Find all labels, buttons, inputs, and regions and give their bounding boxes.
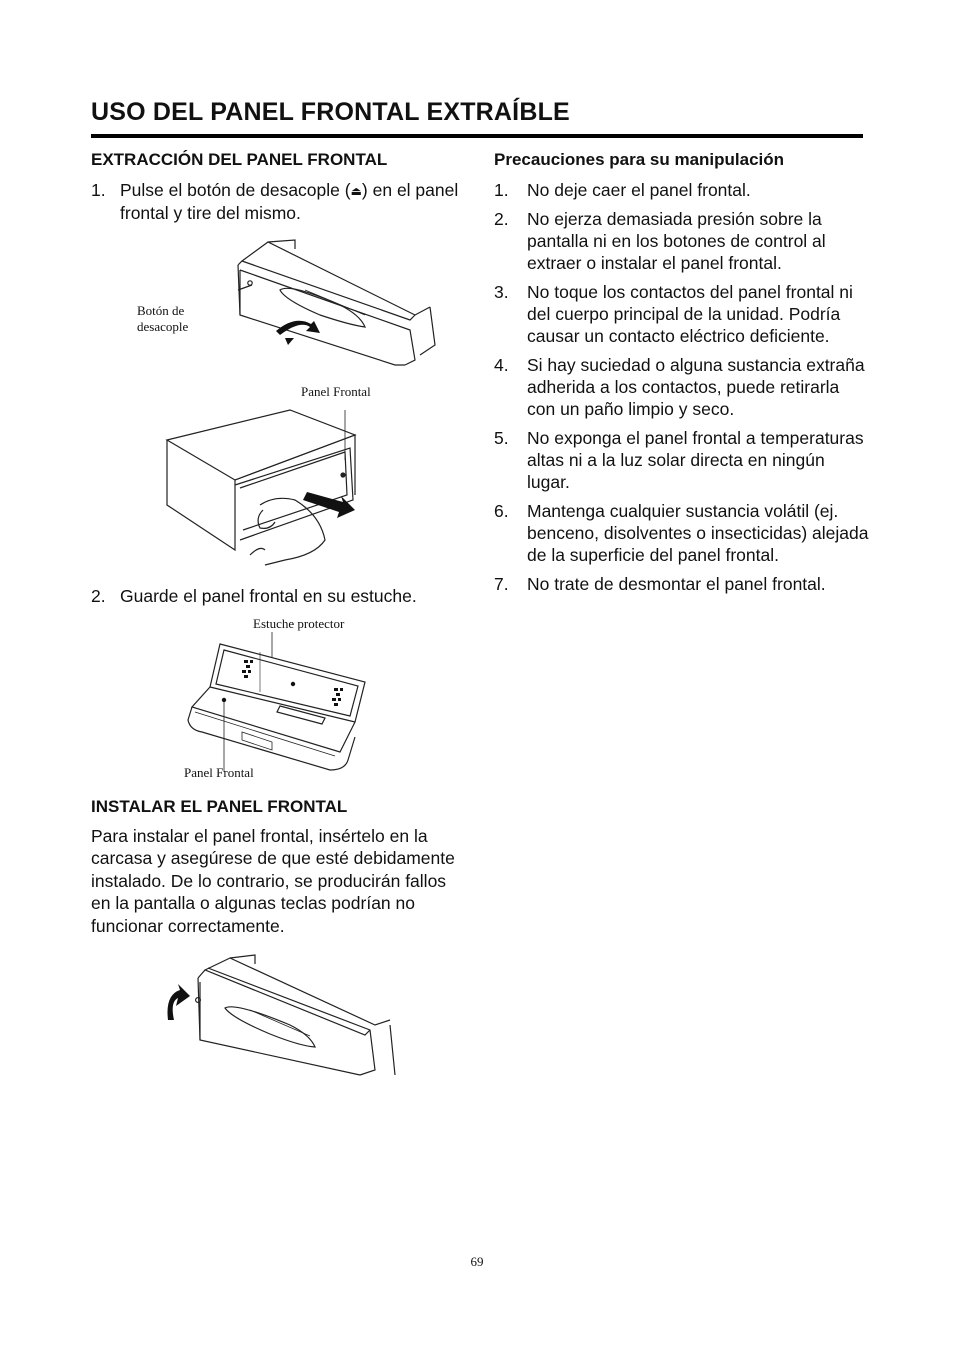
figure-panel-pull xyxy=(165,400,365,570)
caption-front-panel: Panel Frontal xyxy=(301,384,371,399)
heading-precautions: Precauciones para su manipulación xyxy=(494,150,785,169)
step-number: 1. xyxy=(91,180,106,200)
item-number: 2. xyxy=(494,209,509,229)
item-text: Mantenga cualquier sustancia volátil (ej. benceno, disolventes o insecticidas) alejada de la superficie del panel frontal. xyxy=(527,501,869,565)
eject-icon: ⏏ xyxy=(350,184,362,198)
item-text: No ejerza demasiada presión sobre la pantalla ni en los botones de control al extraer o instalar el panel frontal. xyxy=(527,209,826,273)
caption-front-panel-case: Panel Frontal xyxy=(184,765,254,780)
figure-panel-install xyxy=(160,950,405,1080)
item-number: 4. xyxy=(494,355,509,375)
item-text: Si hay suciedad o alguna sustancia extraña adherida a los contactos, puede retirarla con un paño limpio y seco. xyxy=(527,355,865,419)
precaution-item xyxy=(494,179,872,201)
step-text-part1: Pulse el botón de desacople ( xyxy=(120,180,351,200)
page-number: 69 xyxy=(470,1254,484,1269)
precaution-item xyxy=(494,281,872,347)
item-text: No deje caer el panel frontal. xyxy=(527,180,751,200)
caption-protective-case: Estuche protector xyxy=(253,616,345,631)
item-number: 1. xyxy=(494,180,509,200)
step-text-part2: ) en el panel frontal y tire del mismo. xyxy=(120,180,459,223)
caption-release-button: Botón de desacople xyxy=(137,303,189,334)
precaution-item xyxy=(494,208,872,274)
item-text: No trate de desmontar el panel frontal. xyxy=(527,574,826,594)
step-text: Guarde el panel frontal en su estuche. xyxy=(120,586,417,606)
figure-protective-case xyxy=(180,632,370,772)
precaution-item xyxy=(494,500,872,566)
item-number: 5. xyxy=(494,428,509,448)
precaution-item xyxy=(494,427,872,493)
precautions-list xyxy=(494,179,872,602)
install-paragraph: Para instalar el panel frontal, insértelo en la carcasa y asegúrese de que esté debidamente instalado. De lo contrario, se producirán fallos en la pantalla o algunas teclas podrían no funcionar correctamente. xyxy=(91,826,455,936)
item-text: No exponga el panel frontal a temperaturas altas ni a la luz solar directa en ningún lugar. xyxy=(527,428,864,492)
item-number: 6. xyxy=(494,501,509,521)
removal-step-2 xyxy=(91,585,461,607)
page-title: USO DEL PANEL FRONTAL EXTRAÍBLE xyxy=(91,98,570,126)
title-rule xyxy=(91,134,863,138)
item-text: No toque los contactos del panel frontal ni del cuerpo principal de la unidad. Podría causar un contacto eléctrico deficiente. xyxy=(527,282,853,346)
precaution-item xyxy=(494,573,872,595)
heading-install: INSTALAR EL PANEL FRONTAL xyxy=(91,797,348,816)
heading-removal: EXTRACCIÓN DEL PANEL FRONTAL xyxy=(91,150,388,169)
precaution-item xyxy=(494,354,872,420)
step-number: 2. xyxy=(91,586,106,606)
removal-step-1 xyxy=(91,179,461,224)
item-number: 3. xyxy=(494,282,509,302)
item-number: 7. xyxy=(494,574,509,594)
